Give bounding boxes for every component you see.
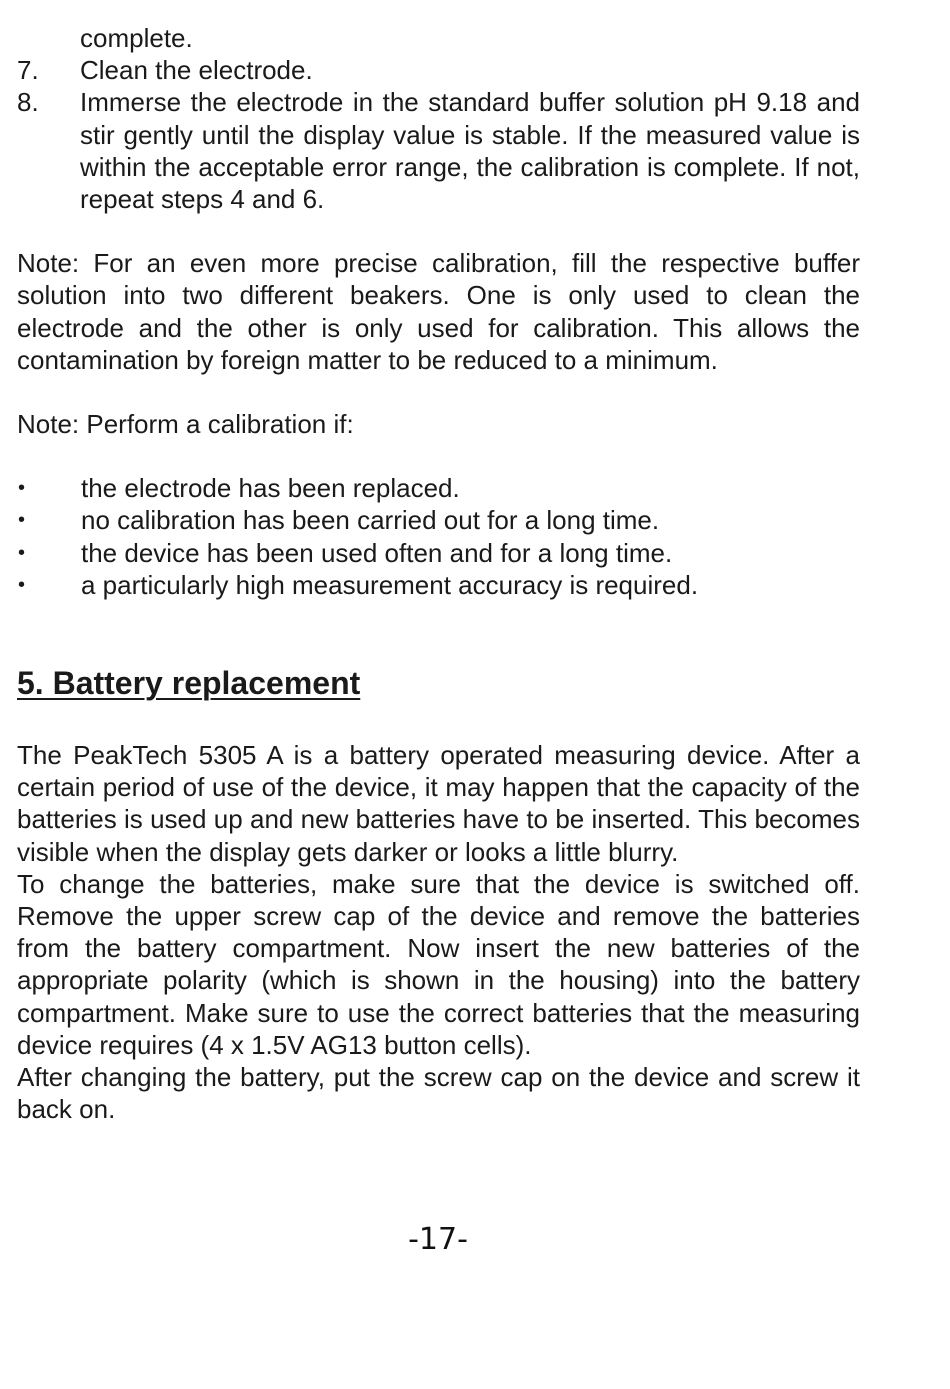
bullet-icon: • (18, 509, 26, 532)
list-item-text: the electrode has been replaced. (81, 473, 460, 504)
spacer (17, 440, 860, 472)
list-item-text: the device has been used often and for a long time. (81, 537, 673, 568)
battery-paragraph-intro: The PeakTech 5305 A is a battery operated measuring device. After a certain period of use of the device, it may happen that the capacity of the batteries is used up and new batteries have to be inserted. This becomes visible when the display gets darker or looks a little blurry. (17, 740, 860, 867)
list-item (17, 504, 860, 536)
manual-page (17, 22, 860, 1125)
calibration-conditions-list (17, 472, 860, 601)
step-item-8 (17, 86, 860, 215)
step-number: 7. (17, 55, 39, 86)
page-number: -17- (408, 1222, 468, 1257)
bullet-icon: • (18, 477, 26, 500)
battery-paragraph-steps: To change the batteries, make sure that the device is switched off. Remove the upper screw cap of the device and remove the batteries from the battery compartment. Now insert the new batteries of the appropriate polarity (which is shown in the housing) into the battery compartment. Make sure to use the correct batteries that the measuring device requires (4 x 1.5V AG13 button cells). (17, 868, 860, 1060)
note-perform-calibration: Note: Perform a calibration if: (17, 409, 354, 440)
step-text: Immerse the electrode in the standard buffer solution pH 9.18 and stir gently until the display value is stable. If the measured value is within the acceptable error range, the calibration is complete. If not, repeat steps 4 and 6. (80, 87, 860, 215)
list-item-text: a particularly high measurement accuracy is required. (81, 569, 699, 600)
step-number: 8. (17, 87, 39, 118)
list-item-text: no calibration has been carried out for a long time. (81, 505, 660, 536)
battery-paragraph-finish: After changing the battery, put the screw cap on the device and screw it back on. (17, 1062, 860, 1125)
spacer (17, 215, 860, 247)
list-item (17, 537, 860, 569)
bullet-icon: • (18, 541, 26, 564)
spacer (17, 376, 860, 408)
section-heading: 5. Battery replacement (17, 665, 361, 702)
spacer (17, 703, 860, 739)
list-item (17, 569, 860, 601)
note-precise-calibration: Note: For an even more precise calibration, fill the respective buffer solution into two different beakers. One is only used to clean the electrode and the other is only used for calibration. This allows the contamination by foreign matter to be reduced to a minimum. (17, 248, 860, 375)
step-item-7 (17, 54, 860, 86)
spacer (17, 601, 860, 663)
step-continuation: complete. (80, 23, 193, 53)
bullet-icon: • (18, 573, 26, 596)
list-item (17, 472, 860, 504)
step-text: Clean the electrode. (80, 55, 313, 86)
